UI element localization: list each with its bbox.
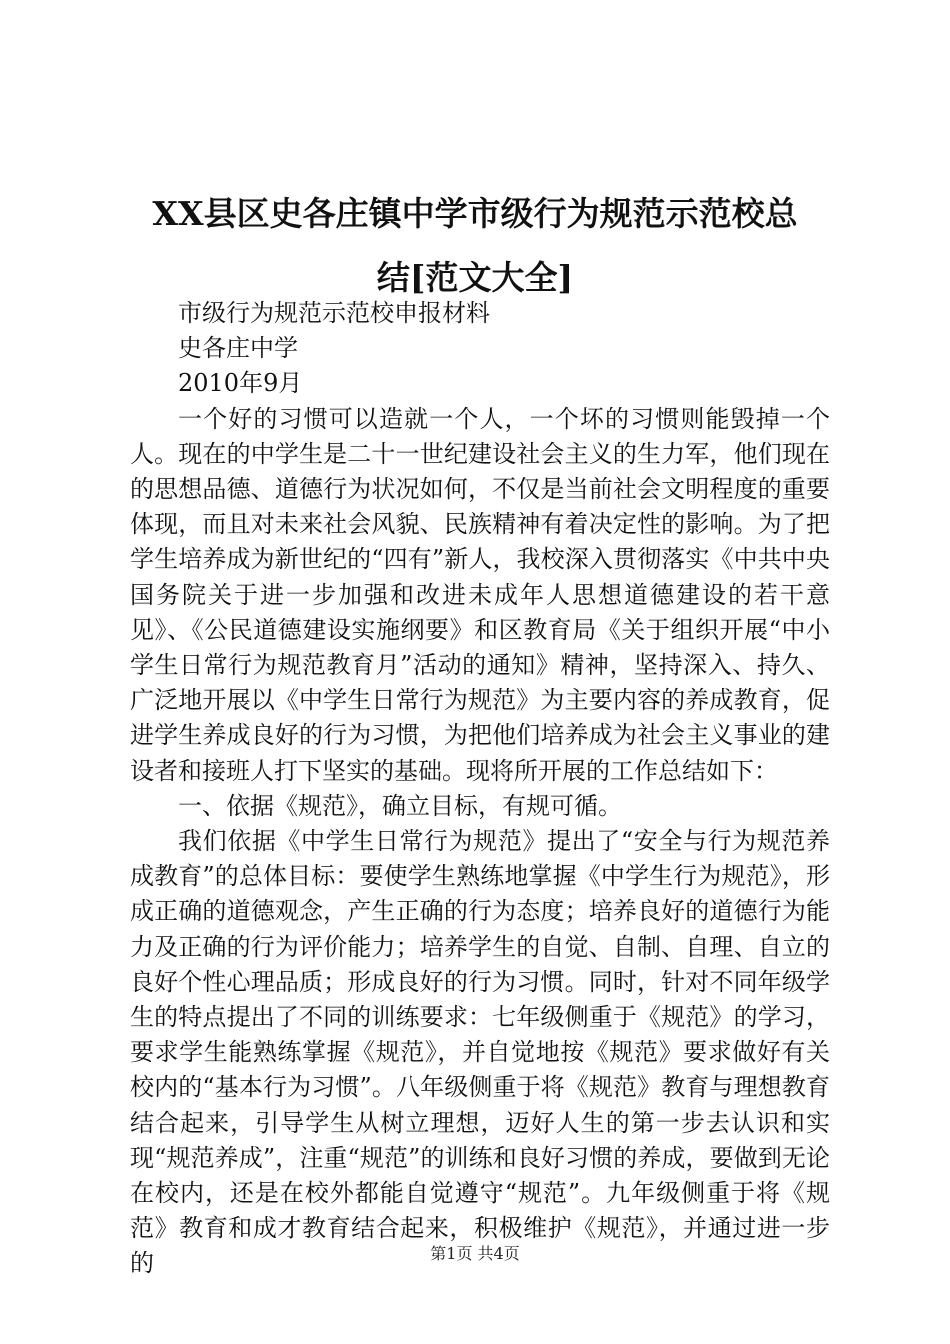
- page-footer: 第1页 共4页: [430, 1244, 520, 1263]
- paragraph: 我们依据《中学生日常行为规范》提出了“安全与行为规范养成教育”的总体目标：要使学生熟练地掌握《中学生行为规范》，形成正确的道德观念，产生正确的行为态度；培养良好的道德行为能力及正确的行为评价能力；培养学生的自觉、自制、自理、自立的良好个性心理品质；形成良好的行为习惯。同时，针对不同年级学生的特点提出了不同的训练要求：七年级侧重于《规范》的学习，要求学生能熟练掌握《规范》，并自觉地按《规范》要求做好有关校内的“基本行为习惯”。八年级侧重于将《规范》教育与理想教育结合起来，引导学生从树立理想，迈好人生的第一步去认识和实现“规范养成”，注重“规范”的训练和良好习惯的养成，要做到无论在校内，还是在校外都能自觉遵守“规范”。九年级侧重于将《规范》教育和成才教育结合起来，积极维护《规范》，并通过进一步的: [130, 827, 830, 1278]
- paragraph: 一个好的习惯可以造就一个人，一个坏的习惯则能毁掉一个人。现在的中学生是二十一世纪建设社会主义的生力军，他们现在的思想品德、道德行为状况如何，不仅是当前社会文明程度的重要体现，而且对未来社会风貌、民族精神有着决定性的影响。为了把学生培养成为新世纪的“四有”新人，我校深入贯彻落实《中共中央国务院关于进一步加强和改进未成年人思想道德建设的若干意见》、《公民道德建设实施纲要》和区教育局《关于组织开展“中小学生日常行为规范教育月”活动的通知》精神，坚持深入、持久、广泛地开展以《中学生日常行为规范》为主要内容的养成教育，促进学生养成良好的行为习惯，为把他们培养成为社会主义事业的建设者和接班人打下坚实的基础。现将所开展的工作总结如下：: [130, 404, 830, 785]
- document-title: [110, 182, 840, 310]
- title-line-2: 结[范文大全]: [376, 258, 574, 297]
- meta-line: 史各庄中学: [178, 334, 298, 363]
- section-heading: 一、依据《规范》，确立目标，有规可循。: [178, 791, 622, 820]
- document-body: [130, 296, 830, 1282]
- meta-line: 2010年9月: [178, 369, 303, 398]
- meta-line: 市级行为规范示范校申报材料: [178, 299, 490, 327]
- title-line-1: XX县区史各庄镇中学市级行为规范示范校总: [152, 194, 798, 233]
